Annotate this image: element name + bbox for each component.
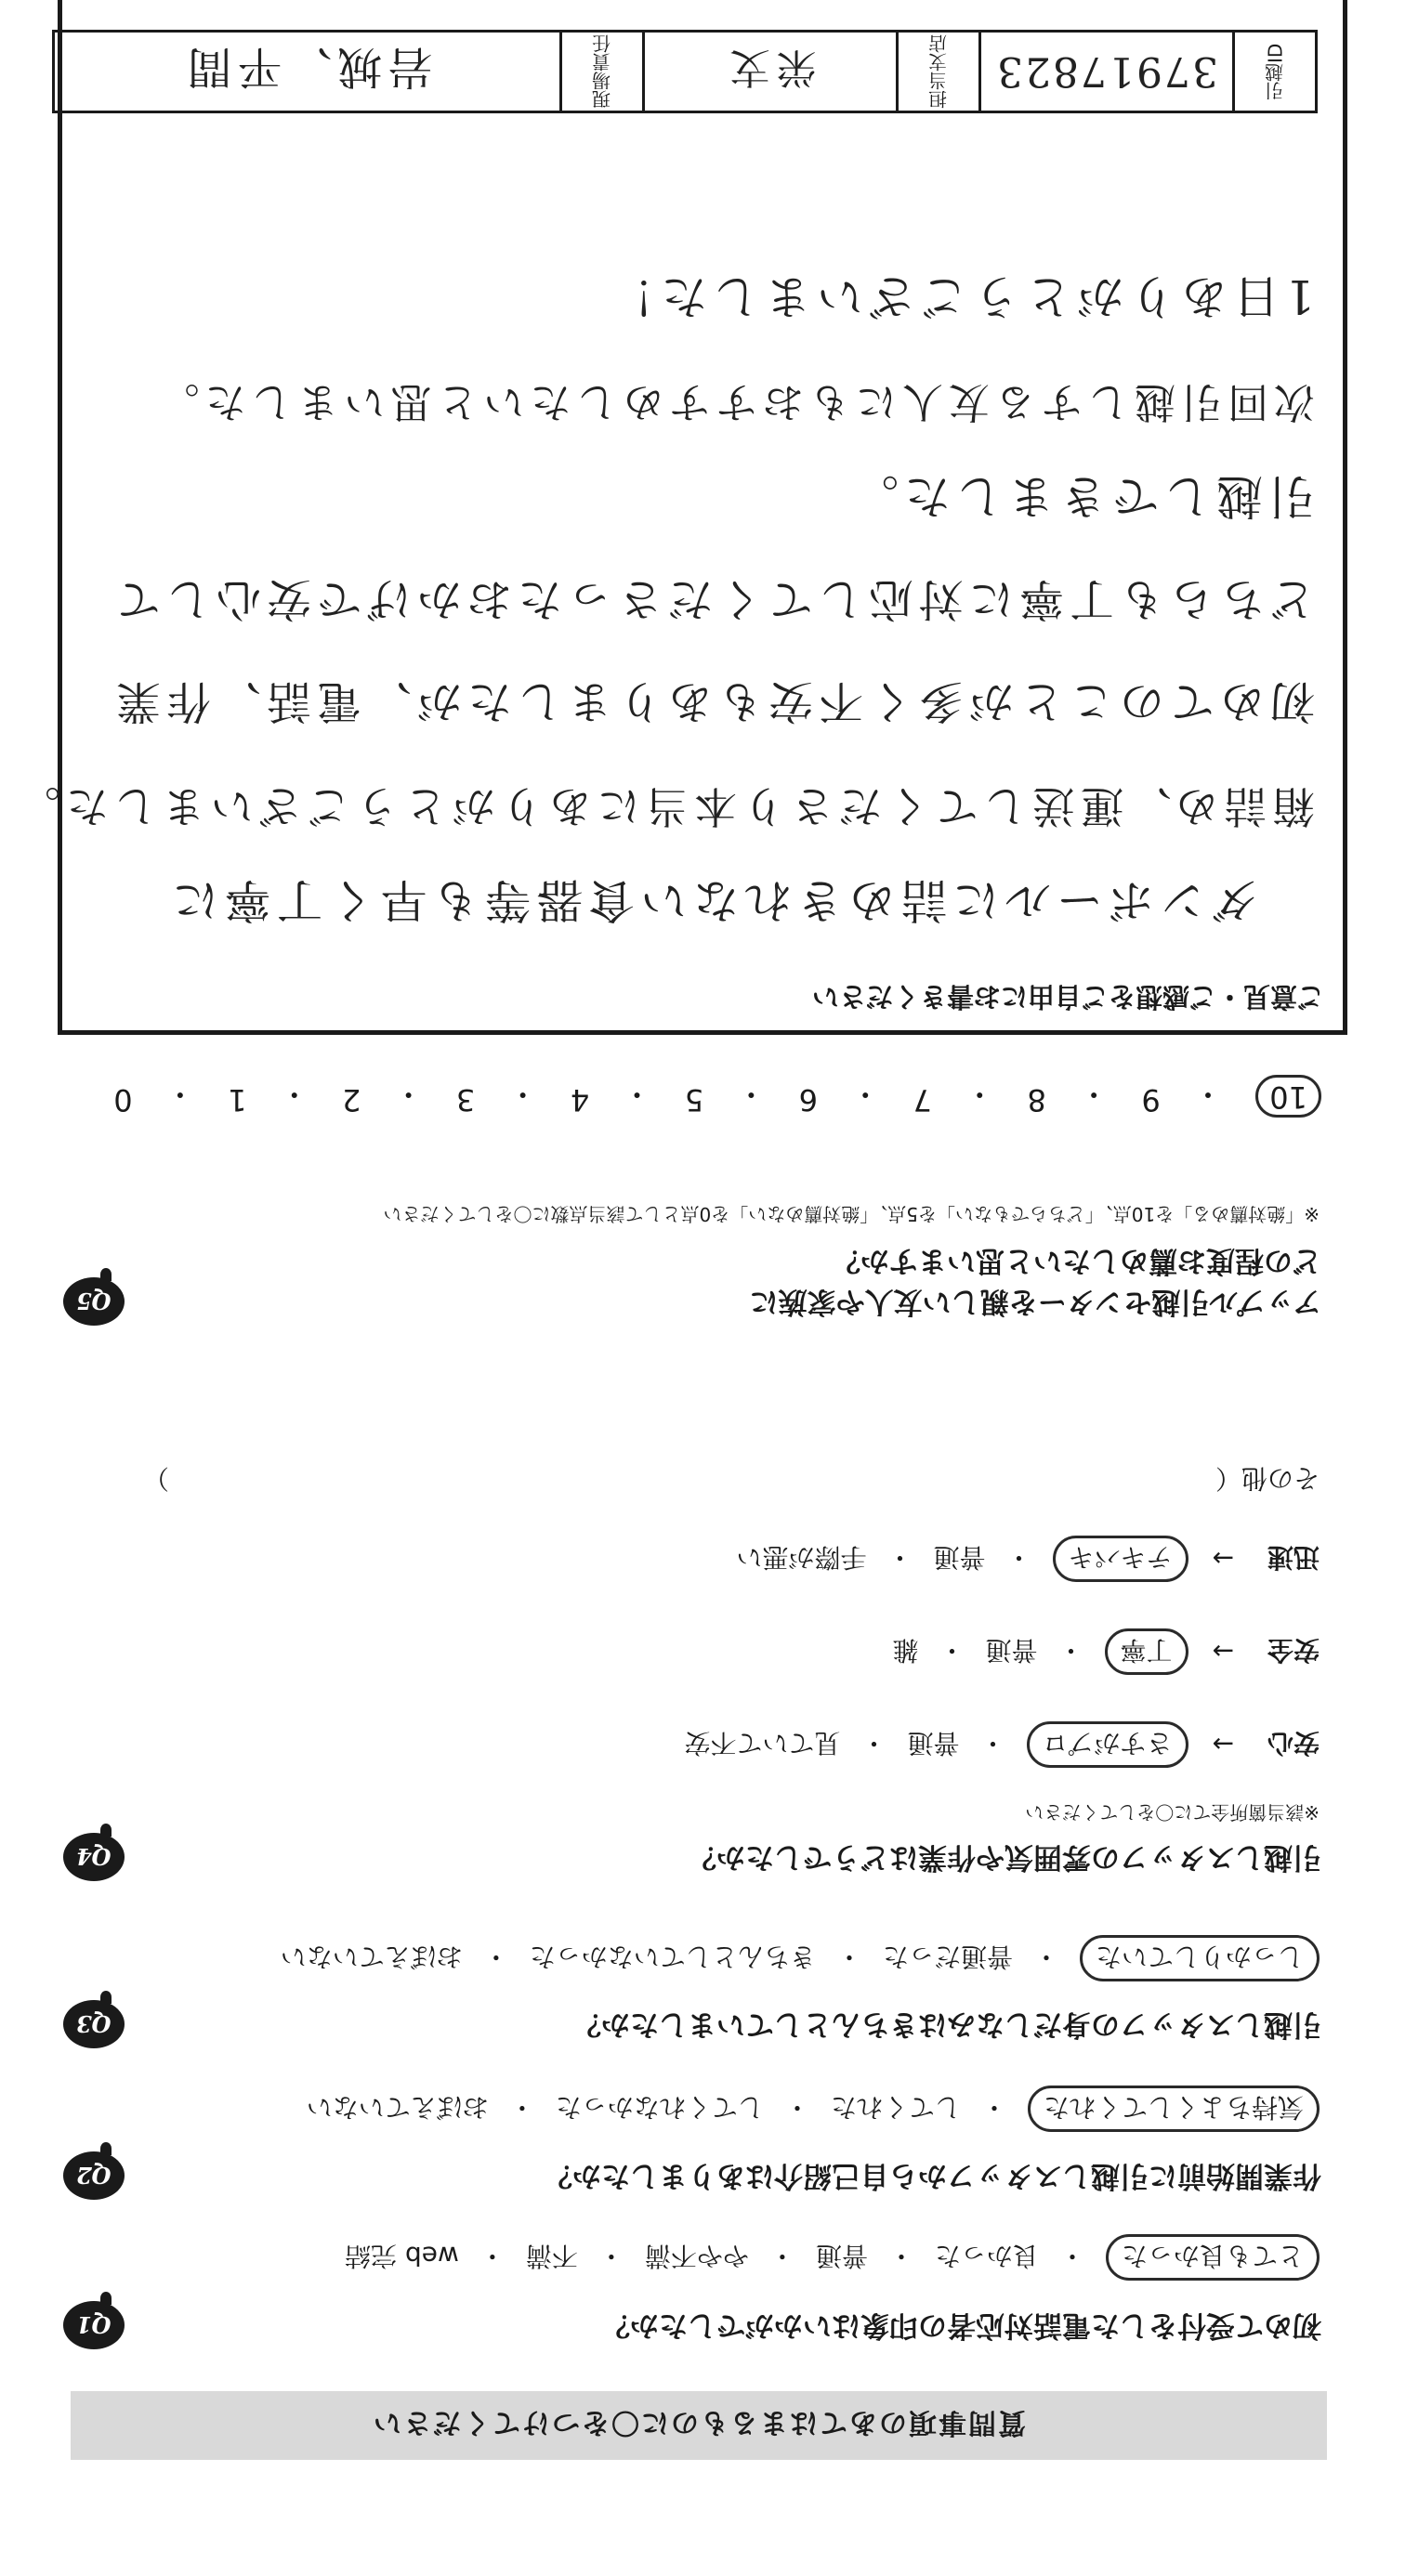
q4-question: 引越しスタッフの雰囲気や作業はどうでしたか？	[688, 1840, 1321, 1874]
q1-options: とても良かった ・ 良かった ・ 普通 ・ やや不満 ・ 不満 ・ web 完結	[345, 2234, 1320, 2281]
q4-other-close	[143, 1461, 169, 1498]
q4-row-label: 迅速	[1267, 1542, 1320, 1573]
move-id-value: 37917823	[978, 33, 1232, 111]
q3-options: しっかりしていた ・ 普通だった ・ きちんとしていなかった ・ おぼえていない	[281, 1935, 1320, 1981]
comment-line: 次回引越しする友人にもおすすめしたいと思いました。	[152, 378, 1315, 425]
q3-option[interactable]: おぼえていない	[280, 1942, 463, 1972]
q2-options: 気持ちよくしてくれた ・ してくれた ・ してくれなかった ・ おぼえていない	[307, 2086, 1320, 2132]
q3-option[interactable]: きちんとしていなかった	[529, 1942, 816, 1972]
q2-question: 作業開始前に引越しスタッフから自己紹介はありましたか？	[544, 2159, 1321, 2192]
q1-badge: Q1	[63, 2301, 125, 2349]
comment-heading: ご意見・ご感想をご自由にお書きください	[811, 981, 1324, 1013]
score[interactable]: 2	[342, 1082, 361, 1118]
score-selected[interactable]: 10	[1255, 1075, 1321, 1118]
arrow-right-icon: →	[1212, 1636, 1234, 1667]
comment-line: 1日ありがとうございました！	[603, 269, 1315, 323]
move-id-label: 引越ID	[1232, 33, 1315, 111]
q4-other-close-paren: ）	[142, 1463, 169, 1494]
q1-option-selected[interactable]: とても良かった	[1106, 2234, 1320, 2281]
q2-option[interactable]: してくれた	[830, 2092, 961, 2123]
score[interactable]: 8	[1027, 1082, 1046, 1118]
comment-line: 初めてのことが多く不安もありましたが、電話、作業	[110, 675, 1315, 727]
q5-question-line2: どの程度お薦めしたいと思いますか？	[832, 1244, 1321, 1277]
q3-option[interactable]: 普通だった	[882, 1942, 1013, 1972]
comment-line: 引越しできました。	[847, 469, 1315, 523]
q4-row-label: 安全	[1267, 1635, 1320, 1666]
q4-option-selected[interactable]: さすがプロ	[1027, 1721, 1188, 1768]
q3-question: 引越しスタッフの身だしなみはきちんとしていましたか？	[572, 2007, 1321, 2041]
q4-option[interactable]: 雑	[892, 1635, 919, 1666]
score[interactable]: 7	[913, 1082, 932, 1118]
instruction-banner: 質問事項のあてはまるものに〇をつけてください	[71, 2391, 1327, 2460]
q4-other-label: その他（	[1215, 1463, 1320, 1494]
q2-option[interactable]: してくれなかった	[555, 2092, 764, 2123]
q1-question: 初めて受付をした電話対応者の印象はいかがでしたか？	[601, 2308, 1321, 2342]
q4-other	[1215, 1461, 1320, 1498]
site-leader-label: 現場責任	[559, 33, 642, 111]
q2-option-selected[interactable]: 気持ちよくしてくれた	[1028, 2086, 1320, 2132]
q4-note: ※該当箇所全てに〇をしてください	[1025, 1801, 1320, 1824]
q4-option-selected[interactable]: 丁寧	[1105, 1628, 1188, 1675]
q5-question-line1: アップル引越センターを親しい友人や家族に	[749, 1285, 1321, 1318]
comment-line: 箱詰め、運送してくださり本当にありがとうございました。	[11, 781, 1315, 831]
q2-badge: Q2	[63, 2151, 125, 2200]
q4-row-anzen: 安全 → 丁寧 ・ 普通 ・ 雑	[892, 1628, 1320, 1675]
comment-box[interactable]	[11, 0, 1347, 1035]
q4-badge: Q4	[63, 1833, 125, 1881]
score[interactable]: 4	[570, 1082, 590, 1118]
q5-score-scale: 10 ・ 9 ・ 8 ・ 7 ・ 6 ・ 5 ・ 4 ・ 3 ・ 2 ・ 1 ・ 0	[113, 1075, 1321, 1118]
branch-value: 栄支	[642, 33, 896, 111]
q5-note: ※「絶対薦める」を10点、「どちらでもない」を5点、「絶対薦めない」を0点として該当点数に〇をしてください	[383, 1203, 1320, 1225]
site-leader-value: 岩城、平間	[181, 41, 433, 94]
score[interactable]: 5	[684, 1082, 704, 1118]
q1-option[interactable]: 普通	[815, 2241, 868, 2271]
q4-option[interactable]: 普通	[933, 1542, 986, 1573]
q1-option[interactable]: web 完結	[345, 2241, 459, 2271]
q4-row-anshin: 安心 → さすがプロ ・ 普通 ・ 見ていて不安	[684, 1721, 1320, 1768]
arrow-right-icon: →	[1212, 1543, 1234, 1575]
score[interactable]: 6	[798, 1082, 819, 1118]
branch-label: 担当支店	[896, 33, 978, 111]
q1-option[interactable]: やや不満	[644, 2241, 749, 2271]
staff-info-table	[52, 30, 1318, 113]
score[interactable]: 3	[455, 1082, 476, 1118]
comment-line: どちらも丁寧に対応してくださったおかげで安心して	[110, 573, 1315, 625]
q4-option[interactable]: 手際が悪い	[736, 1542, 867, 1573]
q5-badge: Q5	[63, 1277, 125, 1326]
q2-option[interactable]: おぼえていない	[306, 2092, 489, 2123]
score[interactable]: 9	[1141, 1082, 1161, 1118]
q3-badge: Q3	[63, 2000, 125, 2048]
q1-option[interactable]: 不満	[525, 2241, 578, 2271]
q4-option-selected[interactable]: テキパキ	[1053, 1536, 1188, 1582]
q4-option[interactable]: 普通	[985, 1635, 1038, 1666]
q4-row-jinsoku: 迅速 → テキパキ ・ 普通 ・ 手際が悪い	[736, 1536, 1320, 1582]
q4-option[interactable]: 普通	[907, 1728, 960, 1759]
arrow-right-icon: →	[1212, 1729, 1234, 1760]
score[interactable]: 0	[113, 1082, 133, 1118]
q1-option[interactable]: 良かった	[934, 2241, 1039, 2271]
q4-option[interactable]: 見ていて不安	[684, 1728, 841, 1759]
score[interactable]: 1	[228, 1082, 247, 1118]
q3-option-selected[interactable]: しっかりしていた	[1080, 1935, 1320, 1981]
comment-line: ダンボールに詰めきれない食器等も早く丁寧に	[166, 873, 1259, 927]
q4-row-label: 安心	[1267, 1728, 1320, 1759]
